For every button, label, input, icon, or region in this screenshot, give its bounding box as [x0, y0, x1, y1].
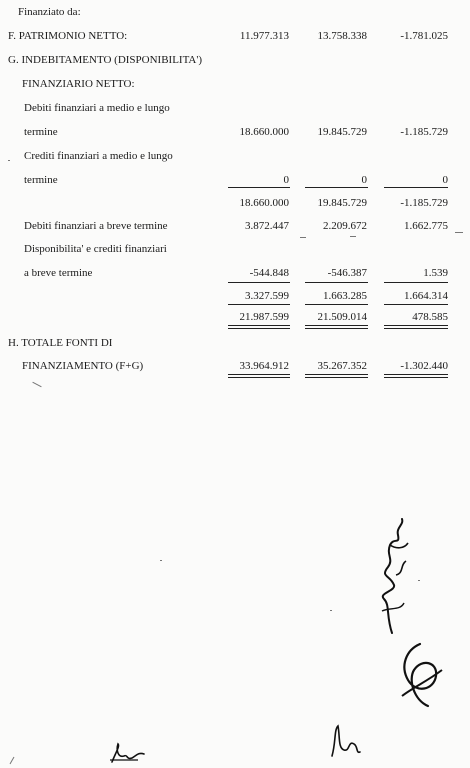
value-subtotale-ml-col3: -1.185.729: [400, 197, 448, 209]
value-subtotale-ml-col1: 18.660.000: [239, 197, 289, 209]
value-debiti-bt-col3: 1.662.775: [404, 220, 448, 232]
value-debiti-ml-col3: -1.185.729: [400, 126, 448, 138]
scan-mark: [8, 160, 10, 161]
value-subtotale-bt-col2: 1.663.285: [323, 290, 367, 302]
row-label-disp-bt: Disponibilita' e crediti finanziari: [24, 243, 167, 255]
rule-subtotal-col2: [305, 187, 368, 188]
value-debiti-bt-col1: 3.872.447: [245, 220, 289, 232]
scan-mark: [350, 236, 356, 237]
value-crediti-ml-col1: 0: [283, 174, 289, 186]
value-subtotale-bt-col3: 1.664.314: [404, 290, 448, 302]
value-patrimonio-netto-col3: -1.781.025: [400, 30, 448, 42]
double-rule-g-col2: [305, 325, 368, 329]
rule-bt-col3: [384, 282, 448, 283]
section-title-indebitamento-2: FINANZIARIO NETTO:: [22, 78, 135, 90]
scan-mark: [160, 560, 162, 561]
value-totale-fonti-col3: -1.302.440: [400, 360, 448, 372]
rule-subtotal-col3: [384, 187, 448, 188]
value-crediti-ml-col2: 0: [361, 174, 367, 186]
value-totale-g-col2: 21.509.014: [317, 311, 367, 323]
row-label-patrimonio-netto: F. PATRIMONIO NETTO:: [8, 30, 128, 42]
scan-mark: [455, 232, 463, 233]
value-disp-bt-col3: 1.539: [423, 267, 448, 279]
value-debiti-ml-col2: 19.845.729: [317, 126, 367, 138]
row-label-debiti-ml-2: termine: [24, 126, 58, 138]
signature-2: [392, 640, 448, 710]
double-rule-g-col3: [384, 325, 448, 329]
value-crediti-ml-col3: 0: [442, 174, 448, 186]
value-totale-fonti-col1: 33.964.912: [239, 360, 289, 372]
value-totale-g-col1: 21.987.599: [239, 311, 289, 323]
section-title-totale-fonti: H. TOTALE FONTI DI: [8, 337, 113, 349]
scan-mark: [10, 757, 15, 764]
value-patrimonio-netto-col1: 11.977.313: [239, 30, 289, 42]
value-totale-g-col3: 478.585: [412, 311, 448, 323]
header-label: Finanziato da:: [18, 6, 81, 18]
rule-subtotal-col1: [228, 187, 290, 188]
row-label-disp-bt-2: a breve termine: [24, 267, 93, 279]
value-debiti-bt-col2: 2.209.672: [323, 220, 367, 232]
rule-bt-col2: [305, 282, 368, 283]
row-label-debiti-bt: Debiti finanziari a breve termine: [24, 220, 168, 232]
double-rule-g-col1: [228, 325, 290, 329]
rule-g-col2: [305, 304, 368, 305]
section-title-totale-fonti-2: FINANZIAMENTO (F+G): [22, 360, 144, 372]
double-rule-fonti-col1: [228, 374, 290, 378]
scan-mark: [300, 237, 306, 238]
row-label-debiti-ml: Debiti finanziari a medio e lungo: [24, 102, 170, 114]
rule-g-col3: [384, 304, 448, 305]
scan-mark: [32, 382, 41, 388]
double-rule-fonti-col3: [384, 374, 448, 378]
value-subtotale-bt-col1: 3.327.599: [245, 290, 289, 302]
double-rule-fonti-col2: [305, 374, 368, 378]
value-disp-bt-col1: -544.848: [249, 267, 289, 279]
scan-mark: [330, 610, 332, 611]
row-label-crediti-ml-2: termine: [24, 174, 58, 186]
value-subtotale-ml-col2: 19.845.729: [317, 197, 367, 209]
rule-bt-col1: [228, 282, 290, 283]
value-disp-bt-col2: -546.387: [327, 267, 367, 279]
rule-g-col1: [228, 304, 290, 305]
value-patrimonio-netto-col2: 13.758.338: [317, 30, 367, 42]
signature-4: [326, 722, 362, 762]
section-title-indebitamento: G. INDEBITAMENTO (DISPONIBILITA'): [8, 54, 203, 66]
signature-1: [360, 515, 420, 635]
value-debiti-ml-col1: 18.660.000: [239, 126, 289, 138]
row-label-crediti-ml: Crediti finanziari a medio e lungo: [24, 150, 173, 162]
signature-3: [108, 742, 148, 766]
value-totale-fonti-col2: 35.267.352: [317, 360, 367, 372]
